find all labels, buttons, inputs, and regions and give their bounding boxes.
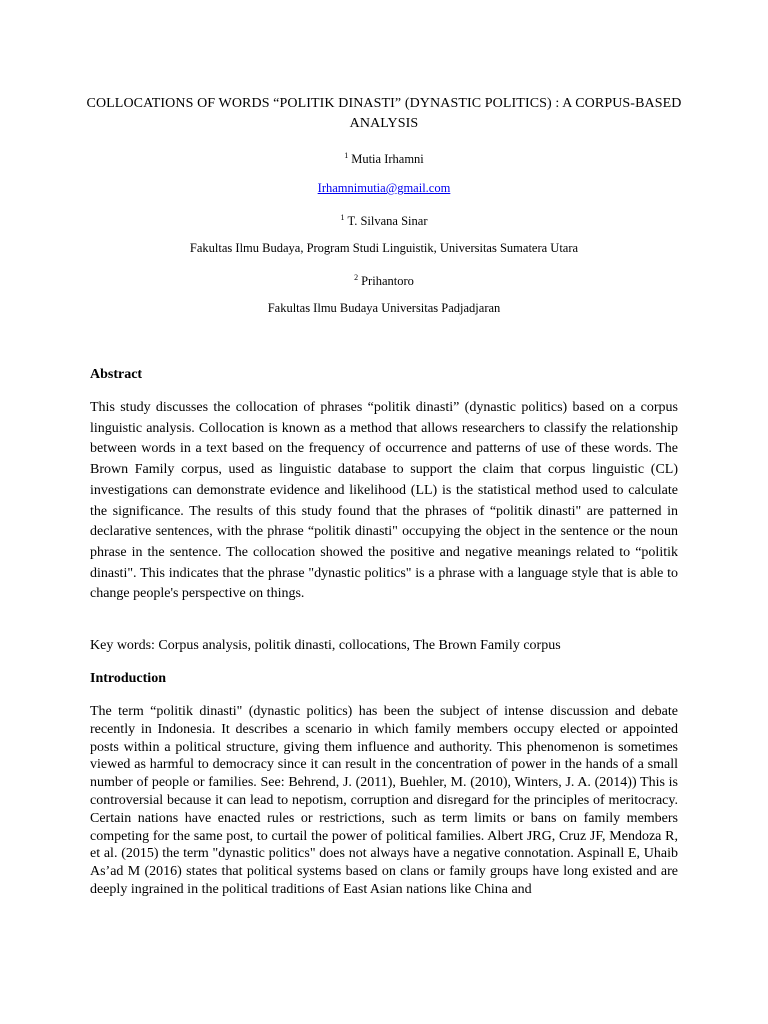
introduction-heading: Introduction xyxy=(90,671,166,686)
author-3-name: Prihantoro xyxy=(361,274,414,288)
paper-title: COLLOCATIONS OF WORDS “POLITIK DINASTI” (DYNASTIC POLITICS) : A CORPUS-BASED ANALYSIS xyxy=(86,96,682,131)
author-2 xyxy=(84,210,684,229)
introduction-body: The term “politik dinasti" (dynastic politics) has been the subject of intense discussion and debate recently in Indonesia. It describes a scenario in which family members occupy elected or appointed posts within a political structure, giving them influence and authority. This phenomenon is sometimes viewed as harmful to democracy since it can result in the concentration of power in the hands of a small number of people or families. See: Behrend, J. (2011), Buehler, M. (2010), Winters, J. A. (2014)) This is controversial because it can lead to nepotism, corruption and disregard for the principles of meritocracy. Certain nations have enacted rules or restrictions, such as term limits or bans on family members competing for the same post, to curtail the power of political families. Albert JRG, Cruz JF, Mendoza R, et al. (2015) the term "dynastic politics" does not always have a negative connotation. Aspinall E, Uhaib As’ad M (2016) states that political systems based on clans or family groups have long existed and are deeply ingrained in the political traditions of East Asian nations like China and xyxy=(90,704,678,897)
affiliation-1: Fakultas Ilmu Budaya, Program Studi Linguistik, Universitas Sumatera Utara xyxy=(189,241,579,255)
author-2-name: T. Silvana Sinar xyxy=(347,214,428,228)
author-3 xyxy=(84,270,684,289)
author-1-name: Mutia Irhamni xyxy=(351,152,424,166)
abstract-body: This study discusses the collocation of phrases “politik dinasti” (dynastic politics) based on a corpus linguistic analysis. Collocation is known as a method that allows researchers to classify the relationship between words in a text based on the frequency of occurrence and patterns of use of these words. The Brown Family corpus, used as linguistic database to support the claim that corpus linguistic (CL) investigations can demonstrate evidence and likelihood (LL) is the statistical method used to calculate the significance. The results of this study found that the phrases of “politik dinasti" are patterned in declarative sentences, with the phrase “politik dinasti" occupying the object in the sentence or the noun phrase in the sentence. The collocation showed the positive and negative meanings related to “politik dinasti". This indicates that the phrase "dynastic politics" is a phrase with a language style that is able to change people's perspective on things. xyxy=(90,400,678,602)
author-email-link[interactable]: Irhamnimutia@gmail.com xyxy=(317,181,451,195)
keywords-line: Key words: Corpus analysis, politik dinasti, collocations, The Brown Family corpus xyxy=(90,638,561,653)
abstract-heading: Abstract xyxy=(90,367,143,382)
author-email-line xyxy=(84,180,684,196)
author-2-superscript: 1 xyxy=(340,213,345,222)
author-3-superscript: 2 xyxy=(354,273,359,282)
author-1 xyxy=(84,148,684,167)
author-1-superscript: 1 xyxy=(344,151,349,160)
affiliation-2: Fakultas Ilmu Budaya Universitas Padjadjaran xyxy=(267,301,501,315)
